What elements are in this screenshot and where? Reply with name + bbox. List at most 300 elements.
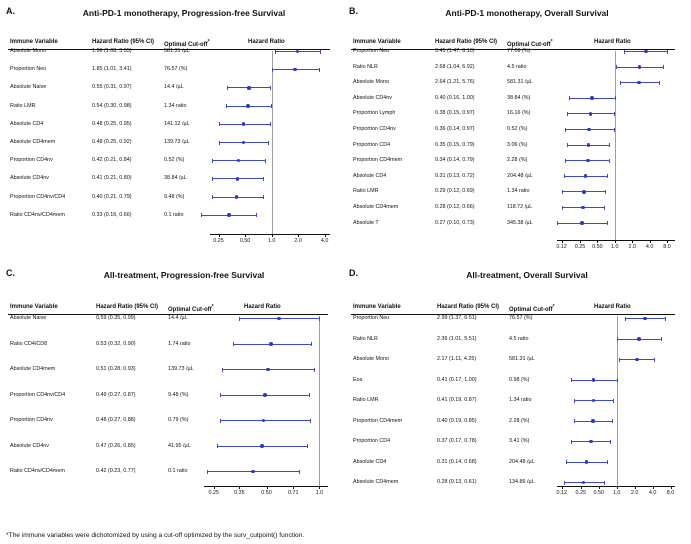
cell-immune-variable: Proportion CD4: [353, 438, 391, 444]
header-optimal-cutoff: Optimal Cut-off*: [164, 39, 210, 48]
ci-upper-cap: [605, 190, 606, 194]
cell-immune-variable: Absolute CD4mem: [353, 479, 399, 485]
table-row: [6, 102, 342, 111]
panel-title-d: All-treatment, Overall Survival: [466, 270, 588, 280]
cell-hazard-ratio-ci: 0.40 (0.16, 1.00): [435, 94, 475, 101]
table-row: [349, 458, 685, 467]
ci-lower-cap: [617, 337, 618, 341]
ci-upper-cap: [612, 419, 613, 423]
point-estimate-marker: [586, 159, 590, 163]
cell-optimal-cutoff: 9.48 (%): [164, 193, 185, 200]
panel-title-c: All-treatment, Progression-free Survival: [103, 270, 265, 280]
cell-immune-variable: Proportion Lymph: [353, 110, 396, 117]
x-axis-tick-label: 1.0: [267, 238, 276, 244]
ci-upper-cap: [604, 206, 605, 210]
cell-hazard-ratio-ci: 0.31 (0.13, 0.72): [435, 172, 475, 179]
table-row: [349, 125, 685, 134]
header-hazard-ratio-ci: Hazard Ratio (95% CI): [437, 304, 500, 310]
point-estimate-marker: [587, 143, 591, 147]
ci-upper-cap: [607, 221, 608, 225]
cell-hazard-ratio-ci: 2.64 (1.21, 5.76): [435, 79, 475, 86]
cell-hazard-ratio-ci: 0.48 (0.25, 0.95): [92, 120, 132, 127]
ci-lower-cap: [233, 342, 234, 346]
cell-immune-variable: Ratio CD4nv/CD4mem: [10, 211, 65, 218]
table-row: [6, 156, 342, 165]
cell-optimal-cutoff: 2.28 (%): [507, 157, 528, 164]
cell-immune-variable: Ratio NLR: [353, 63, 378, 70]
ci-lower-cap: [227, 86, 228, 90]
ci-lower-cap: [220, 419, 221, 423]
cell-hazard-ratio-ci: 0.55 (0.31, 0.97): [92, 84, 132, 91]
ci-upper-cap: [661, 337, 662, 341]
cell-hazard-ratio-ci: 0.27 (0.10, 0.73): [435, 219, 475, 226]
panel-letter-a: A.: [6, 6, 15, 16]
cell-optimal-cutoff: 581.31 /µL: [164, 48, 190, 54]
ci-upper-cap: [659, 81, 660, 85]
cell-optimal-cutoff: 0.1 ratio: [164, 211, 184, 218]
cell-hazard-ratio-ci: 0.34 (0.14, 0.79): [435, 157, 475, 164]
cell-immune-variable: Absolute CD4nv: [353, 94, 392, 101]
cell-optimal-cutoff: 204.48 /µL: [507, 172, 533, 179]
cell-optimal-cutoff: 139.73 /µL: [168, 366, 194, 372]
point-estimate-marker: [581, 206, 585, 210]
x-axis-tick-label: 1.0: [315, 490, 324, 496]
x-axis-tick-label: 0.12: [556, 244, 567, 250]
cell-optimal-cutoff: 204.48 /µL: [509, 458, 535, 465]
x-axis-tick: [580, 241, 581, 244]
cell-hazard-ratio-ci: 0.35 (0.15, 0.79): [435, 141, 475, 148]
ci-upper-cap: [615, 96, 616, 100]
ci-lower-cap: [207, 470, 208, 474]
x-axis-tick: [562, 487, 563, 490]
cell-optimal-cutoff: 9.48 (%): [168, 391, 189, 398]
cell-immune-variable: Proportion CD4nv: [353, 126, 396, 132]
ci-upper-cap: [610, 440, 611, 444]
x-axis-tick-label: 0.50: [592, 244, 603, 250]
ci-lower-cap: [574, 419, 575, 423]
x-axis-tick: [272, 235, 273, 238]
x-axis-tick: [617, 487, 618, 490]
point-estimate-marker: [227, 213, 231, 217]
cell-immune-variable: Proportion CD4mem: [353, 157, 403, 164]
table-row: [349, 141, 685, 150]
cell-optimal-cutoff: 141.12 /µL: [164, 120, 190, 127]
x-axis-tick-label: 4.0: [648, 490, 657, 496]
cell-hazard-ratio-ci: 0.48 (0.27, 0.88): [96, 417, 136, 423]
cell-immune-variable: Absolute Mono: [10, 48, 46, 54]
cell-optimal-cutoff: 14.4 /µL: [168, 315, 188, 321]
header-hazard-ratio-ci: Hazard Ratio (95% CI): [92, 39, 155, 45]
header-hazard-ratio-plot: Hazard Ratio: [594, 39, 631, 45]
table-row: [349, 187, 685, 196]
cell-immune-variable: Absolute Naive: [10, 84, 47, 91]
point-estimate-marker: [589, 112, 593, 116]
point-estimate-marker: [260, 444, 264, 448]
cell-hazard-ratio-ci: 0.42 (0.21, 0.84): [92, 157, 132, 164]
ci-upper-cap: [256, 213, 257, 217]
header-hazard-ratio-plot: Hazard Ratio: [594, 304, 631, 310]
point-estimate-marker: [591, 419, 595, 423]
ci-lower-cap: [226, 104, 227, 108]
cell-optimal-cutoff: 16.16 (%): [507, 110, 531, 117]
x-axis-tick-label: 4.0: [320, 238, 329, 244]
ci-lower-cap: [212, 195, 213, 199]
ci-upper-cap: [299, 470, 300, 474]
cell-optimal-cutoff: 76.57 (%): [509, 315, 533, 321]
cell-optimal-cutoff: 77.09 (%): [507, 48, 531, 54]
cell-immune-variable: Eos: [353, 376, 363, 383]
x-axis-tick: [597, 241, 598, 244]
cell-hazard-ratio-ci: 0.40 (0.19, 0.85): [437, 417, 477, 424]
point-estimate-marker: [584, 174, 588, 178]
ci-upper-cap: [263, 177, 264, 181]
cell-hazard-ratio-ci: 2.99 (1.37, 6.51): [437, 315, 477, 321]
table-row: [349, 437, 685, 446]
ci-upper-cap: [665, 317, 666, 321]
cell-hazard-ratio-ci: 2.68 (1.04, 6.92): [435, 63, 475, 70]
table-row: [349, 172, 685, 181]
x-axis-tick: [298, 235, 299, 238]
header-immune-variable: Immune Variable: [353, 304, 401, 310]
ci-upper-cap: [310, 419, 311, 423]
point-estimate-marker: [638, 65, 642, 69]
x-axis-tick-label: 0.25: [213, 238, 224, 244]
cell-optimal-cutoff: 4.5 ratio: [509, 335, 529, 342]
point-estimate-marker: [247, 86, 251, 90]
ci-lower-cap: [217, 444, 218, 448]
point-estimate-marker: [582, 190, 586, 194]
ci-upper-cap: [265, 159, 266, 163]
ci-upper-cap: [614, 112, 615, 116]
x-axis-tick-label: 2.0: [628, 244, 636, 250]
cell-optimal-cutoff: 0.1 ratio: [168, 468, 188, 474]
ci-upper-cap: [667, 50, 668, 54]
ci-upper-cap: [604, 481, 605, 485]
x-axis-tick-label: 0.25: [575, 490, 586, 496]
ci-lower-cap: [567, 112, 568, 116]
cell-hazard-ratio-ci: 0.59 (0.35, 0.99): [96, 315, 136, 321]
table-row: [349, 376, 685, 385]
point-estimate-marker: [266, 368, 270, 372]
cell-optimal-cutoff: 3.06 (%): [507, 141, 528, 148]
ci-lower-cap: [557, 221, 558, 225]
table-row: [349, 94, 685, 103]
x-axis-tick-label: 0.71: [288, 490, 299, 496]
cell-optimal-cutoff: 3.41 (%): [509, 438, 530, 444]
cell-hazard-ratio-ci: 0.54 (0.30, 0.98): [92, 102, 132, 109]
ci-upper-cap: [307, 444, 308, 448]
cutoff-footnote-marker: *: [552, 304, 555, 310]
cell-optimal-cutoff: 1.34 ratio: [509, 397, 532, 403]
cell-hazard-ratio-ci: 0.41 (0.17, 1.00): [437, 376, 477, 383]
cell-optimal-cutoff: 134.86 /µL: [509, 479, 535, 485]
cell-immune-variable: Absolute CD4mem: [353, 204, 399, 210]
cell-optimal-cutoff: 139.73 /µL: [164, 139, 190, 145]
cell-immune-variable: Absolute CD4: [353, 458, 387, 465]
x-axis-tick-label: 0.50: [261, 490, 272, 496]
cell-immune-variable: Absolute Naive: [10, 315, 47, 321]
x-axis-tick-label: 0.50: [593, 490, 604, 496]
cell-immune-variable: Proportion CD4: [353, 141, 391, 148]
point-estimate-marker: [246, 104, 250, 108]
x-axis-tick-label: 1.0: [612, 490, 621, 496]
cell-hazard-ratio-ci: 0.28 (0.12, 0.66): [435, 204, 475, 210]
ci-upper-cap: [271, 104, 272, 108]
x-axis-tick: [635, 487, 636, 490]
cell-hazard-ratio-ci: 2.17 (1.11, 4.25): [437, 356, 477, 362]
cell-immune-variable: Ratio CD4nv/CD4mem: [10, 468, 65, 474]
table-row: [349, 156, 685, 165]
ci-upper-cap: [268, 141, 269, 145]
ci-upper-cap: [319, 68, 320, 72]
ci-upper-cap: [609, 143, 610, 147]
cell-immune-variable: Absolute Mono: [353, 79, 389, 86]
point-estimate-marker: [587, 128, 591, 132]
cell-optimal-cutoff: 4.5 ratio: [507, 63, 527, 70]
ci-lower-cap: [562, 206, 563, 210]
cell-hazard-ratio-ci: 0.51 (0.28, 0.93): [96, 366, 136, 372]
point-estimate-marker: [644, 50, 648, 54]
point-estimate-marker: [585, 460, 589, 464]
panel-title-b: Anti-PD-1 monotherapy, Overall Survival: [445, 8, 609, 18]
ci-upper-cap: [314, 368, 315, 372]
ci-upper-cap: [263, 195, 264, 199]
ci-upper-cap: [663, 65, 664, 69]
cell-immune-variable: Absolute CD4: [10, 120, 44, 127]
panel-letter-b: B.: [349, 6, 358, 16]
ci-lower-cap: [212, 177, 213, 181]
cell-hazard-ratio-ci: 0.49 (0.27, 0.87): [96, 391, 136, 398]
x-axis-tick-label: 0.25: [208, 490, 219, 496]
header-hazard-ratio-ci: Hazard Ratio (95% CI): [435, 39, 498, 45]
table-row: [6, 83, 342, 92]
cell-immune-variable: Absolute CD4mem: [10, 366, 56, 372]
point-estimate-marker: [635, 358, 639, 362]
cell-immune-variable: Absolute Mono: [353, 356, 389, 362]
cell-optimal-cutoff: 581.31 /µL: [507, 79, 533, 86]
cell-hazard-ratio-ci: 0.41 (0.21, 0.80): [92, 175, 132, 182]
point-estimate-marker: [590, 96, 594, 100]
header-hazard-ratio-ci: Hazard Ratio (95% CI): [96, 304, 159, 310]
x-axis-tick: [653, 487, 654, 490]
cell-optimal-cutoff: 2.28 (%): [509, 417, 530, 424]
x-axis-tick: [650, 241, 651, 244]
x-axis-tick: [325, 235, 326, 238]
ci-upper-cap: [609, 159, 610, 163]
x-axis-tick-label: 2.0: [630, 490, 639, 496]
x-axis-tick-label: 2.0: [294, 238, 302, 244]
point-estimate-marker: [592, 378, 596, 382]
ci-lower-cap: [201, 213, 202, 217]
cell-hazard-ratio-ci: 0.29 (0.12, 0.69): [435, 188, 475, 195]
x-axis-tick: [562, 241, 563, 244]
header-immune-variable: Immune Variable: [10, 39, 58, 45]
cell-hazard-ratio-ci: 0.41 (0.19, 0.87): [437, 397, 477, 403]
cell-optimal-cutoff: 581.31 /µL: [509, 356, 535, 362]
ci-lower-cap: [562, 190, 563, 194]
header-hazard-ratio-plot: Hazard Ratio: [248, 39, 285, 45]
ci-lower-cap: [239, 317, 240, 321]
cell-hazard-ratio-ci: 1.96 (1.08, 3.55): [92, 48, 132, 54]
point-estimate-marker: [263, 393, 267, 397]
ci-lower-cap: [567, 143, 568, 147]
table-row: [6, 120, 342, 129]
ci-upper-cap: [309, 393, 310, 397]
cell-hazard-ratio-ci: 0.31 (0.14, 0.68): [437, 458, 477, 465]
x-axis-tick: [671, 487, 672, 490]
x-axis-tick-label: 0.25: [574, 244, 586, 250]
point-estimate-marker: [236, 177, 240, 181]
ci-lower-cap: [565, 159, 566, 163]
header-immune-variable: Immune Variable: [353, 39, 401, 45]
ci-lower-cap: [219, 141, 220, 145]
x-axis-tick: [319, 487, 320, 490]
table-row: [349, 109, 685, 118]
cell-immune-variable: Absolute CD4mem: [10, 139, 56, 145]
ci-lower-cap: [616, 65, 617, 69]
cell-optimal-cutoff: 38.84 (%): [507, 94, 531, 101]
cell-optimal-cutoff: 1.34 ratio: [164, 102, 187, 109]
figure-footnote: *The immune variables were dichotomized by using a cut-off optimized by the surv_cutpoint() function.: [6, 532, 305, 539]
cell-immune-variable: Absolute T: [353, 219, 379, 226]
cell-hazard-ratio-ci: 0.38 (0.15, 0.97): [435, 110, 475, 117]
x-axis-tick: [599, 487, 600, 490]
cell-hazard-ratio-ci: 0.53 (0.32, 0.90): [96, 340, 136, 347]
ci-lower-cap: [212, 159, 213, 163]
cell-immune-variable: Ratio CD4/CD8: [10, 340, 48, 347]
x-axis-tick-label: 0.50: [239, 238, 251, 244]
cell-hazard-ratio-ci: 0.40 (0.21, 0.79): [92, 193, 132, 200]
ci-lower-cap: [564, 174, 565, 178]
cell-hazard-ratio-ci: 0.36 (0.14, 0.97): [435, 126, 475, 132]
cell-hazard-ratio-ci: 1.85 (1.01, 3.41): [92, 66, 132, 73]
cell-immune-variable: Absolute CD4nv: [10, 175, 49, 182]
ci-upper-cap: [311, 342, 312, 346]
x-axis-tick: [581, 487, 582, 490]
cell-immune-variable: Proportion Neu: [353, 315, 390, 321]
cell-optimal-cutoff: 0.79 (%): [168, 417, 189, 423]
header-optimal-cutoff: Optimal Cut-off*: [168, 304, 214, 313]
cell-immune-variable: Proportion Neu: [353, 48, 390, 54]
cell-optimal-cutoff: 41.95 /µL: [168, 442, 191, 449]
table-row: [6, 193, 342, 202]
cell-immune-variable: Ratio LMR: [10, 102, 36, 109]
ci-upper-cap: [617, 378, 618, 382]
ci-lower-cap: [569, 96, 570, 100]
cell-optimal-cutoff: 0.52 (%): [164, 157, 185, 164]
x-axis-tick-label: 1.0: [611, 244, 619, 250]
cell-optimal-cutoff: 1.74 ratio: [168, 340, 191, 347]
cell-optimal-cutoff: 0.52 (%): [507, 126, 528, 132]
table-row: [349, 219, 685, 228]
ci-upper-cap: [319, 317, 320, 321]
panel-letter-c: C.: [6, 268, 15, 278]
ci-lower-cap: [275, 50, 276, 54]
x-axis-tick: [245, 235, 246, 238]
x-axis-tick-label: 4.0: [645, 244, 654, 250]
panel-title-a: Anti-PD-1 monotherapy, Progression-free Survival: [82, 8, 286, 18]
cell-hazard-ratio-ci: 0.47 (0.26, 0.85): [96, 442, 136, 449]
ci-lower-cap: [619, 358, 620, 362]
ci-upper-cap: [320, 50, 321, 54]
table-row: [349, 417, 685, 426]
x-axis-tick: [267, 487, 268, 490]
cell-optimal-cutoff: 0.98 (%): [509, 376, 530, 383]
ci-lower-cap: [566, 460, 567, 464]
ci-lower-cap: [571, 440, 572, 444]
x-axis-tick: [667, 241, 668, 244]
x-axis-tick-label: 8.0: [666, 490, 675, 496]
cell-hazard-ratio-ci: 3.45 (1.47, 8.10): [435, 48, 475, 54]
ci-upper-cap: [270, 86, 271, 90]
cell-optimal-cutoff: 118.72 /µL: [507, 204, 533, 210]
ci-upper-cap: [607, 174, 608, 178]
cell-immune-variable: Absolute CD4: [353, 172, 387, 179]
ci-lower-cap: [219, 122, 220, 126]
cell-hazard-ratio-ci: 2.36 (1.01, 5.51): [437, 335, 477, 342]
x-axis-tick: [214, 487, 215, 490]
ci-upper-cap: [654, 358, 655, 362]
cutoff-footnote-marker: *: [211, 304, 214, 310]
x-axis-tick: [632, 241, 633, 244]
cell-immune-variable: Proportion CD4nv/CD4: [10, 391, 66, 398]
header-hazard-ratio-plot: Hazard Ratio: [244, 304, 281, 310]
ci-lower-cap: [574, 399, 575, 403]
x-axis-line: [557, 240, 675, 241]
cell-immune-variable: Ratio LMR: [353, 188, 379, 195]
ci-upper-cap: [614, 128, 615, 132]
cutoff-footnote-marker: *: [550, 39, 553, 45]
cell-optimal-cutoff: 1.34 ratio: [507, 188, 530, 195]
cell-immune-variable: Absolute CD4nv: [10, 442, 49, 449]
cell-hazard-ratio-ci: 0.37 (0.17, 0.78): [437, 438, 477, 444]
header-immune-variable: Immune Variable: [10, 304, 58, 310]
cell-optimal-cutoff: 14.4 /µL: [164, 84, 184, 91]
table-row: [6, 138, 342, 147]
ci-lower-cap: [624, 50, 625, 54]
cell-hazard-ratio-ci: 0.33 (0.16, 0.66): [92, 211, 132, 218]
point-estimate-marker: [637, 337, 641, 341]
cell-immune-variable: Ratio NLR: [353, 335, 378, 342]
cell-immune-variable: Proportion Neu: [10, 66, 47, 73]
cell-optimal-cutoff: 76.57 (%): [164, 66, 188, 73]
x-axis-tick: [293, 487, 294, 490]
point-estimate-marker: [269, 342, 273, 346]
point-estimate-marker: [277, 317, 281, 321]
header-optimal-cutoff: Optimal Cut-off*: [507, 39, 553, 48]
panel-letter-d: D.: [349, 268, 358, 278]
header-optimal-cutoff: Optimal Cut-off*: [509, 304, 555, 313]
ci-lower-cap: [222, 368, 223, 372]
x-axis-tick: [239, 487, 240, 490]
point-estimate-marker: [235, 195, 239, 199]
ci-lower-cap: [571, 378, 572, 382]
x-axis-tick-label: 0.12: [556, 490, 567, 496]
table-row: [349, 396, 685, 405]
ci-upper-cap: [613, 399, 614, 403]
cell-hazard-ratio-ci: 0.42 (0.23, 0.77): [96, 468, 136, 474]
x-axis-tick-label: 0.35: [234, 490, 245, 496]
ci-lower-cap: [620, 81, 621, 85]
x-axis-line: [210, 234, 330, 235]
ci-lower-cap: [625, 317, 626, 321]
cell-optimal-cutoff: 345.38 /µL: [507, 219, 533, 226]
table-row: [6, 174, 342, 183]
cell-hazard-ratio-ci: 0.48 (0.25, 0.92): [92, 139, 132, 145]
cutoff-footnote-marker: *: [207, 39, 210, 45]
cell-hazard-ratio-ci: 0.28 (0.13, 0.61): [437, 479, 477, 485]
ci-lower-cap: [220, 393, 221, 397]
